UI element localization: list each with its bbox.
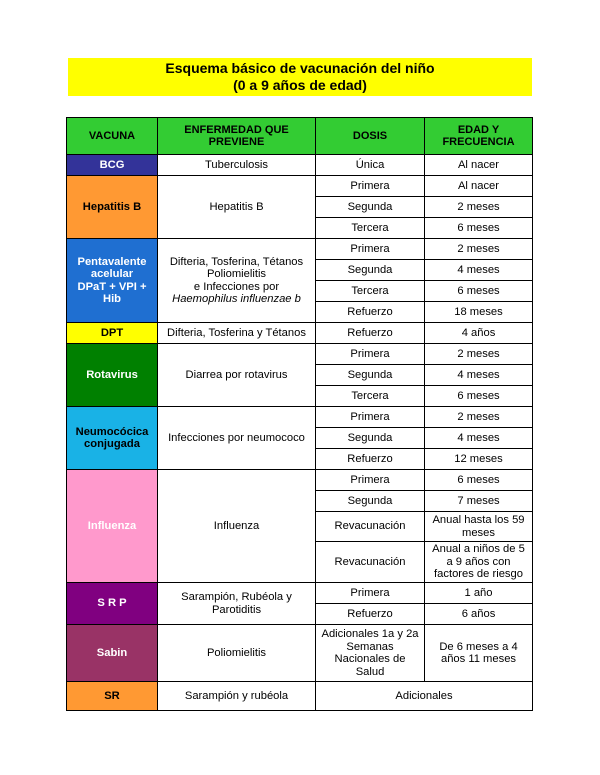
age-cell: 4 meses xyxy=(425,428,533,449)
dose-cell: Primera xyxy=(316,176,425,197)
disease-cell: Hepatitis B xyxy=(158,176,316,239)
disease-cell: Tuberculosis xyxy=(158,155,316,176)
dose-cell: Segunda xyxy=(316,197,425,218)
vaccine-pentavalente xyxy=(67,239,158,323)
dose-cell: Refuerzo xyxy=(316,604,425,625)
dose-cell: Revacunación xyxy=(316,512,425,542)
header-edad: EDAD Y FRECUENCIA xyxy=(425,118,533,155)
age-cell: De 6 meses a 4 años 11 meses xyxy=(425,625,533,682)
age-cell: 4 meses xyxy=(425,260,533,281)
disease-cell xyxy=(158,239,316,323)
age-cell: Anual hasta los 59 meses xyxy=(425,512,533,542)
age-cell: 4 años xyxy=(425,323,533,344)
vaccine-sr: SR xyxy=(67,682,158,711)
header-enfermedad: ENFERMEDAD QUE PREVIENE xyxy=(158,118,316,155)
dose-cell: Primera xyxy=(316,239,425,260)
dose-cell: Tercera xyxy=(316,386,425,407)
vaccine-srp: S R P xyxy=(67,583,158,625)
table-row xyxy=(67,682,533,711)
table-row xyxy=(67,407,533,428)
dose-age-cell: Adicionales xyxy=(316,682,533,711)
header-row xyxy=(67,118,533,155)
dose-cell: Única xyxy=(316,155,425,176)
age-cell: 6 años xyxy=(425,604,533,625)
dose-cell: Tercera xyxy=(316,218,425,239)
vaccine-sabin: Sabin xyxy=(67,625,158,682)
disease-line: e Infecciones por xyxy=(193,280,280,293)
dose-cell: Primera xyxy=(316,344,425,365)
vaccine-name-line: conjugada xyxy=(84,438,140,450)
disease-cell: Sarampión, Rubéola y Parotiditis xyxy=(158,583,316,625)
title-line-1: Esquema básico de vacunación del niño xyxy=(165,60,435,76)
disease-cell: Infecciones por neumococo xyxy=(158,407,316,470)
age-cell: Anual a niños de 5 a 9 años con factores de riesgo xyxy=(425,542,533,583)
disease-cell: Difteria, Tosferina y Tétanos xyxy=(158,323,316,344)
table-row xyxy=(67,344,533,365)
disease-line: Poliomielitis xyxy=(206,268,267,280)
dose-cell: Tercera xyxy=(316,281,425,302)
dose-cell: Segunda xyxy=(316,491,425,512)
dose-cell: Primera xyxy=(316,470,425,491)
disease-line: Haemophilus influenzae b xyxy=(172,293,301,305)
age-cell: Al nacer xyxy=(425,176,533,197)
table-row xyxy=(67,583,533,604)
table-row xyxy=(67,323,533,344)
vaccine-influenza: Influenza xyxy=(67,470,158,583)
table-row xyxy=(67,155,533,176)
header-vacuna: VACUNA xyxy=(67,118,158,155)
disease-line: Difteria, Tosferina, Tétanos xyxy=(169,255,304,268)
age-cell: 2 meses xyxy=(425,344,533,365)
dose-cell: Segunda xyxy=(316,428,425,449)
dose-cell: Refuerzo xyxy=(316,323,425,344)
vaccine-hepatitis-b: Hepatitis B xyxy=(67,176,158,239)
dose-cell: Primera xyxy=(316,583,425,604)
age-cell: 12 meses xyxy=(425,449,533,470)
dose-cell: Revacunación xyxy=(316,542,425,583)
table-row xyxy=(67,625,533,682)
table-row xyxy=(67,470,533,491)
age-cell: 6 meses xyxy=(425,470,533,491)
age-cell: 4 meses xyxy=(425,365,533,386)
dose-cell: Segunda xyxy=(316,260,425,281)
age-cell: 6 meses xyxy=(425,386,533,407)
disease-cell: Sarampión y rubéola xyxy=(158,682,316,711)
vaccine-name-line: DPaT + VPI + xyxy=(77,280,147,293)
table-row xyxy=(67,239,533,260)
age-cell: 6 meses xyxy=(425,218,533,239)
age-cell: 2 meses xyxy=(425,197,533,218)
disease-cell: Diarrea por rotavirus xyxy=(158,344,316,407)
dose-cell: Adicionales 1a y 2a Semanas Nacionales de Salud xyxy=(316,625,425,682)
dose-cell: Primera xyxy=(316,407,425,428)
age-cell: 18 meses xyxy=(425,302,533,323)
age-cell: 7 meses xyxy=(425,491,533,512)
table-row xyxy=(67,176,533,197)
dose-cell: Refuerzo xyxy=(316,449,425,470)
vaccine-dpt: DPT xyxy=(67,323,158,344)
vaccine-bcg: BCG xyxy=(67,155,158,176)
vaccine-neumococica xyxy=(67,407,158,470)
dose-cell: Segunda xyxy=(316,365,425,386)
disease-cell: Poliomielitis xyxy=(158,625,316,682)
disease-cell: Influenza xyxy=(158,470,316,583)
vaccine-rotavirus: Rotavirus xyxy=(67,344,158,407)
age-cell: 1 año xyxy=(425,583,533,604)
dose-cell: Refuerzo xyxy=(316,302,425,323)
vaccine-name-line: Neumocócica xyxy=(75,425,149,438)
age-cell: 6 meses xyxy=(425,281,533,302)
header-dosis: DOSIS xyxy=(316,118,425,155)
vaccine-name-line: acelular xyxy=(90,268,134,280)
age-cell: Al nacer xyxy=(425,155,533,176)
vaccine-name-line: Pentavalente xyxy=(77,255,147,268)
vaccination-table xyxy=(66,117,533,711)
age-cell: 2 meses xyxy=(425,407,533,428)
title-line-2: (0 a 9 años de edad) xyxy=(233,77,367,93)
age-cell: 2 meses xyxy=(425,239,533,260)
vaccine-name-line: Hib xyxy=(102,293,122,305)
page-title xyxy=(68,58,532,96)
